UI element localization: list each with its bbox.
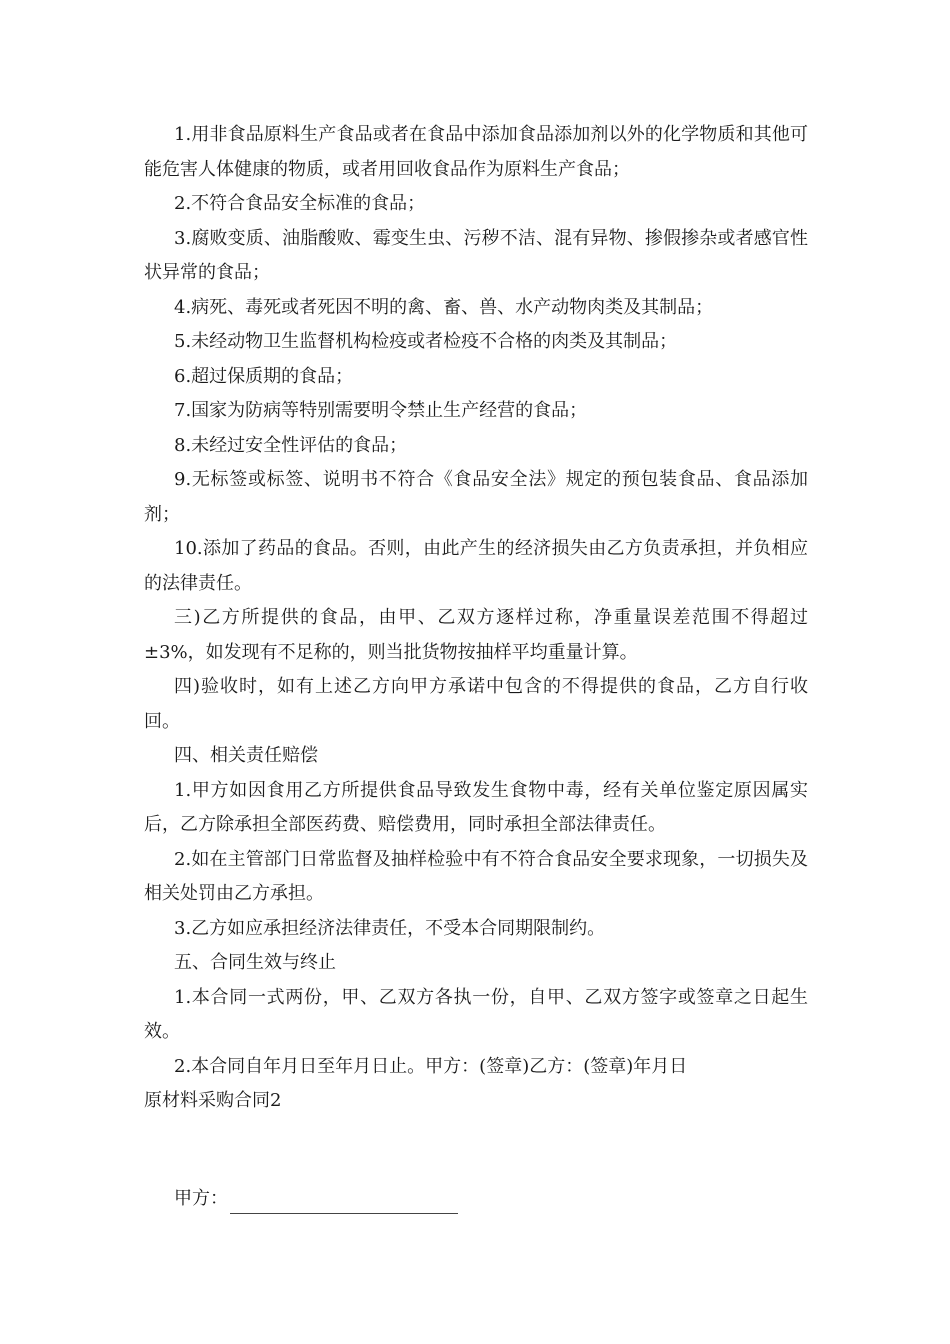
clause-1: 1.用非食品原料生产食品或者在食品中添加食品添加剂以外的化学物质和其他可能危害人体健康的物质，或者用回收食品作为原料生产食品；	[144, 124, 808, 180]
clause-4: 4.病死、毒死或者死因不明的禽、畜、兽、水产动物肉类及其制品；	[174, 296, 714, 318]
next-contract-title: 原材料采购合同2	[144, 1090, 282, 1111]
liability-2: 2.如在主管部门日常监督及抽样检验中有不符合食品安全要求现象，一切损失及相关处罚由乙方承担。	[144, 848, 808, 904]
party-a-signature	[174, 1184, 458, 1214]
clause-8: 8.未经过安全性评估的食品；	[174, 434, 408, 456]
section-4-inspection: 四)验收时，如有上述乙方向甲方承诺中包含的不得提供的食品，乙方自行收回。	[144, 676, 808, 732]
heading-liability: 四、相关责任赔偿	[174, 745, 318, 766]
section-3-weight: 三)乙方所提供的食品，由甲、乙双方逐样过称，净重量误差范围不得超过±3%，如发现有不足称的，则当批货物按抽样平均重量计算。	[144, 607, 808, 663]
liability-3: 3.乙方如应承担经济法律责任，不受本合同期限制约。	[174, 917, 606, 939]
clause-9: 9.无标签或标签、说明书不符合《食品安全法》规定的预包装食品、食品添加剂；	[144, 469, 808, 525]
effect-1: 1.本合同一式两份，甲、乙双方各执一份，自甲、乙双方签字或签章之日起生效。	[144, 986, 808, 1042]
effect-2: 2.本合同自年月日至年月日止。甲方：(签章)乙方：(签章)年月日	[174, 1055, 688, 1077]
clause-7: 7.国家为防病等特别需要明令禁止生产经营的食品；	[174, 400, 588, 421]
clause-3: 3.腐败变质、油脂酸败、霉变生虫、污秽不洁、混有异物、掺假掺杂或者感官性状异常的食品；	[144, 227, 808, 283]
clause-2: 2.不符合食品安全标准的食品；	[174, 193, 426, 214]
liability-1: 1.甲方如因食用乙方所提供食品导致发生食物中毒，经有关单位鉴定原因属实后，乙方除承担全部医药费、赔偿费用，同时承担全部法律责任。	[144, 779, 808, 835]
clause-10: 10.添加了药品的食品。否则，由此产生的经济损失由乙方负责承担，并负相应的法律责任。	[144, 538, 808, 594]
heading-effect: 五、合同生效与终止	[174, 952, 336, 973]
party-a-label: 甲方：	[174, 1188, 228, 1209]
clause-5: 5.未经动物卫生监督机构检疫或者检疫不合格的肉类及其制品；	[174, 331, 678, 352]
document-body	[144, 118, 808, 1119]
party-a-blank-line	[230, 1193, 458, 1214]
clause-6: 6.超过保质期的食品；	[174, 365, 354, 387]
